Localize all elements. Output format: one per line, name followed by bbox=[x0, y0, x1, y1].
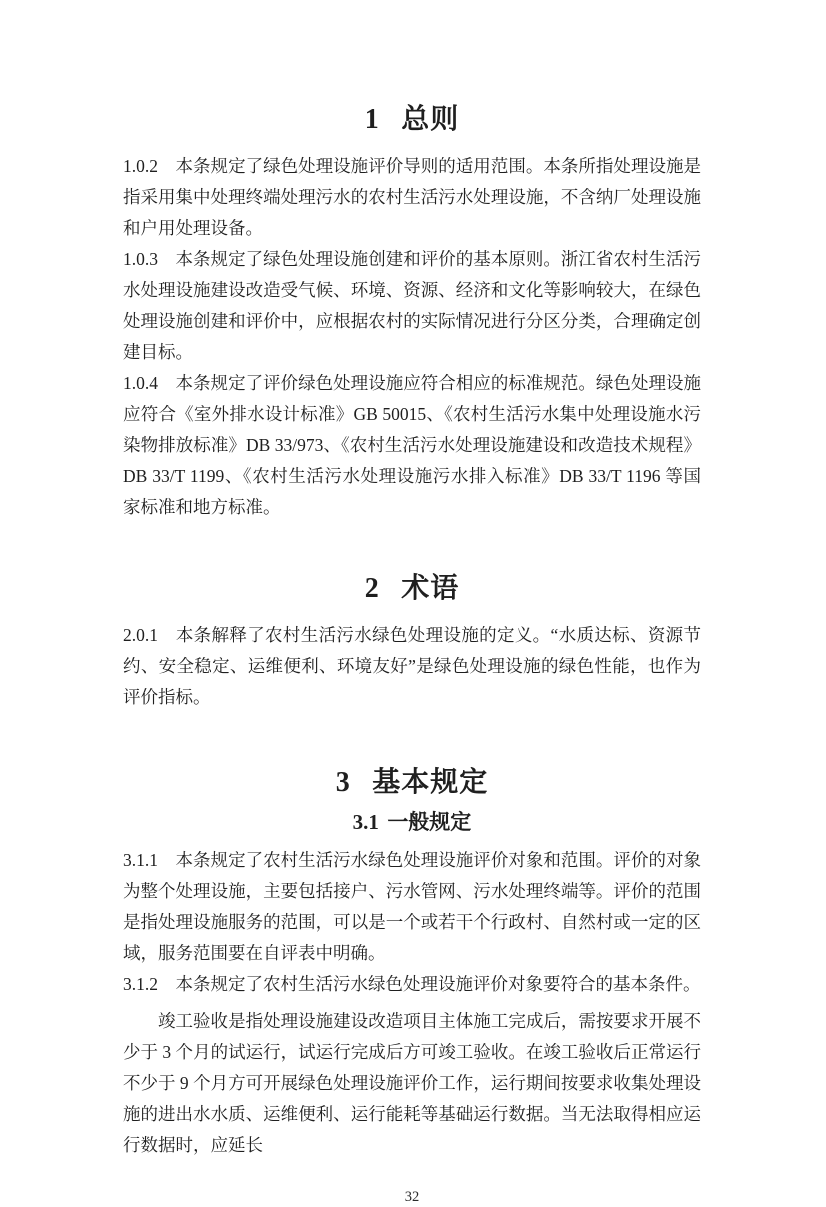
section-heading-3-1 bbox=[123, 808, 701, 837]
page-content bbox=[123, 0, 701, 1207]
clause-2-0-1 bbox=[123, 620, 701, 713]
clause-3-1-2 bbox=[123, 969, 701, 1000]
clause-1-0-4 bbox=[123, 368, 701, 523]
section-3-1-title: 一般规定 bbox=[387, 811, 472, 834]
section-3-1-number: 3.1 bbox=[352, 810, 379, 834]
clause-3-1-2-label: 3.1.2 bbox=[123, 974, 158, 994]
clause-3-1-1-text: 本条规定了农村生活污水绿色处理设施评价对象和范围。评价的对象为整个处理设施，主要包括接户、污水管网、污水处理终端等。评价的范围是指处理设施服务的范围，可以是一个或若干个行政村、自然村或一定的区域，服务范围要在自评表中明确。 bbox=[123, 850, 701, 963]
clause-3-1-2-text: 本条规定了农村生活污水绿色处理设施评价对象要符合的基本条件。 bbox=[175, 974, 701, 994]
chapter-3-number: 3 bbox=[335, 767, 350, 798]
clause-1-0-4-label: 1.0.4 bbox=[123, 373, 158, 393]
clause-2-0-1-label: 2.0.1 bbox=[123, 625, 158, 645]
clause-3-1-1-label: 3.1.1 bbox=[123, 850, 158, 870]
clause-1-0-4-text: 本条规定了评价绿色处理设施应符合相应的标准规范。绿色处理设施应符合《室外排水设计标准》GB 50015、《农村生活污水集中处理设施水污染物排放标准》DB 33/973、《农村生活污水处理设施建设和改造技术规程》DB 33/T 1199、《农村生活污水处理设施污水排入标准》DB 33/T 1196 等国家标准和地方标准。 bbox=[123, 373, 701, 517]
chapter-2-number: 2 bbox=[364, 573, 379, 604]
chapter-1-number: 1 bbox=[364, 104, 379, 135]
completion-acceptance-note: 竣工验收是指处理设施建设改造项目主体施工完成后，需按要求开展不少于 3 个月的试运行，试运行完成后方可竣工验收。在竣工验收后正常运行不少于 9 个月方可开展绿色处理设施评价工作，运行期间按要求收集处理设施的进出水水质、运维便利、运行能耗等基础运行数据。当无法取得相应运行数据时，应延长 bbox=[123, 1011, 701, 1155]
chapter-2-title: 术语 bbox=[401, 572, 460, 603]
clause-3-1-1 bbox=[123, 845, 701, 969]
chapter-heading-1 bbox=[123, 100, 701, 139]
clause-2-0-1-text: 本条解释了农村生活污水绿色处理设施的定义。“水质达标、资源节约、安全稳定、运维便利、环境友好”是绿色处理设施的绿色性能，也作为评价指标。 bbox=[123, 625, 701, 707]
page-number: 32 bbox=[404, 1189, 420, 1205]
clause-1-0-3 bbox=[123, 244, 701, 368]
chapter-heading-2 bbox=[123, 569, 701, 608]
chapter-3-title: 基本规定 bbox=[372, 766, 489, 797]
chapter-1-title: 总则 bbox=[401, 103, 460, 134]
clause-1-0-2-label: 1.0.2 bbox=[123, 156, 158, 176]
clause-1-0-2-text: 本条规定了绿色处理设施评价导则的适用范围。本条所指处理设施是指采用集中处理终端处理污水的农村生活污水处理设施，不含纳厂处理设施和户用处理设备。 bbox=[123, 156, 701, 238]
clause-1-0-3-text: 本条规定了绿色处理设施创建和评价的基本原则。浙江省农村生活污水处理设施建设改造受气候、环境、资源、经济和文化等影响较大，在绿色处理设施创建和评价中，应根据农村的实际情况进行分区分类，合理确定创建目标。 bbox=[123, 249, 701, 362]
chapter-heading-3 bbox=[123, 763, 701, 802]
clause-1-0-3-label: 1.0.3 bbox=[123, 249, 158, 269]
clause-1-0-2 bbox=[123, 151, 701, 244]
